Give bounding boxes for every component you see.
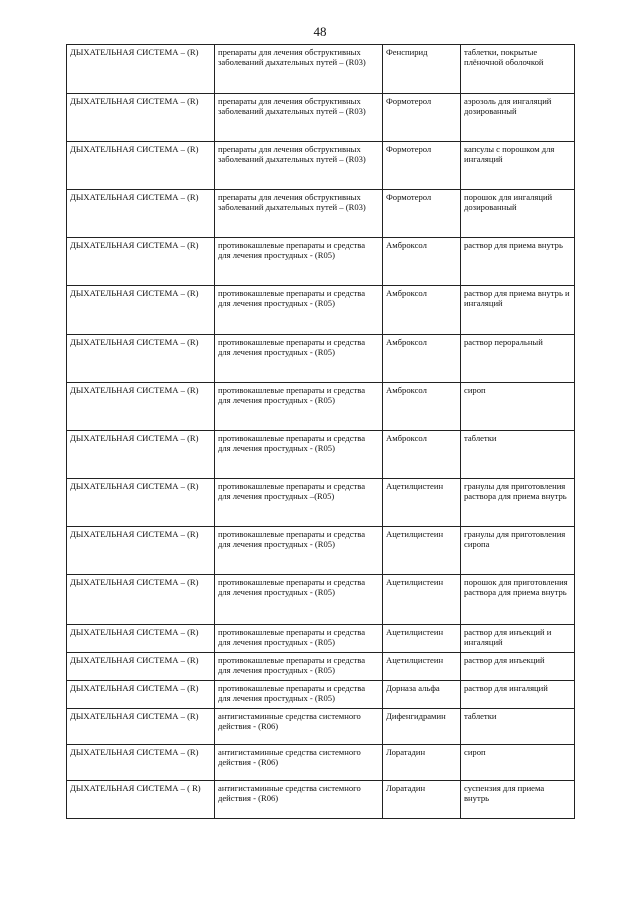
cell-atc-group: антигистаминные средства системного действия - (R06) [215,709,383,745]
cell-dosage-form: гранулы для приготовления раствора для приема внутрь [461,479,575,527]
cell-drug-name: Ацетилцистеин [383,575,461,625]
cell-dosage-form: аэрозоль для ингаляций дозированный [461,94,575,142]
cell-drug-name: Амброксол [383,383,461,431]
cell-dosage-form: раствор для приема внутрь [461,238,575,286]
cell-system: ДЫХАТЕЛЬНАЯ СИСТЕМА – (R) [67,709,215,745]
cell-drug-name: Ацетилцистеин [383,479,461,527]
cell-system: ДЫХАТЕЛЬНАЯ СИСТЕМА – (R) [67,286,215,335]
cell-system: ДЫХАТЕЛЬНАЯ СИСТЕМА – (R) [67,479,215,527]
table-row [67,190,575,238]
table-row [67,94,575,142]
cell-atc-group: антигистаминные средства системного действия - (R06) [215,745,383,781]
cell-dosage-form: раствор для приема внутрь и ингаляций [461,286,575,335]
cell-atc-group: препараты для лечения обструктивных заболеваний дыхательных путей – (R03) [215,190,383,238]
cell-drug-name: Дифенгидрамин [383,709,461,745]
cell-drug-name: Лоратадин [383,781,461,819]
cell-drug-name: Амброксол [383,286,461,335]
cell-system: ДЫХАТЕЛЬНАЯ СИСТЕМА – (R) [67,238,215,286]
cell-drug-name: Формотерол [383,94,461,142]
cell-dosage-form: раствор пероральный [461,335,575,383]
cell-system: ДЫХАТЕЛЬНАЯ СИСТЕМА – (R) [67,653,215,681]
cell-atc-group: противокашлевые препараты и средства для лечения простудных - (R05) [215,286,383,335]
table-row [67,479,575,527]
cell-atc-group: препараты для лечения обструктивных заболеваний дыхательных путей – (R03) [215,45,383,94]
table-row [67,335,575,383]
cell-drug-name: Ацетилцистеин [383,625,461,653]
table-row [67,745,575,781]
cell-system: ДЫХАТЕЛЬНАЯ СИСТЕМА – (R) [67,431,215,479]
table-row [67,681,575,709]
cell-drug-name: Лоратадин [383,745,461,781]
cell-dosage-form: таблетки [461,431,575,479]
cell-drug-name: Формотерол [383,142,461,190]
cell-atc-group: антигистаминные средства системного действия - (R06) [215,781,383,819]
table-row [67,625,575,653]
cell-dosage-form: сироп [461,383,575,431]
table-row [67,781,575,819]
cell-atc-group: противокашлевые препараты и средства для лечения простудных - (R05) [215,681,383,709]
cell-atc-group: препараты для лечения обструктивных заболеваний дыхательных путей – (R03) [215,94,383,142]
cell-system: ДЫХАТЕЛЬНАЯ СИСТЕМА – (R) [67,681,215,709]
cell-dosage-form: гранулы для приготовления сиропа [461,527,575,575]
cell-atc-group: противокашлевые препараты и средства для лечения простудных - (R05) [215,527,383,575]
table-row [67,383,575,431]
cell-dosage-form: таблетки [461,709,575,745]
cell-system: ДЫХАТЕЛЬНАЯ СИСТЕМА – (R) [67,527,215,575]
cell-drug-name: Амброксол [383,238,461,286]
cell-dosage-form: сироп [461,745,575,781]
cell-atc-group: противокашлевые препараты и средства для лечения простудных - (R05) [215,238,383,286]
cell-drug-name: Ацетилцистеин [383,653,461,681]
cell-dosage-form: раствор для инъекций и ингаляций [461,625,575,653]
cell-system: ДЫХАТЕЛЬНАЯ СИСТЕМА – (R) [67,575,215,625]
cell-atc-group: противокашлевые препараты и средства для лечения простудных - (R05) [215,383,383,431]
page-number: 48 [313,24,327,39]
table-row [67,575,575,625]
cell-atc-group: препараты для лечения обструктивных заболеваний дыхательных путей – (R03) [215,142,383,190]
cell-system: ДЫХАТЕЛЬНАЯ СИСТЕМА – (R) [67,94,215,142]
table-row [67,653,575,681]
cell-drug-name: Дорназа альфа [383,681,461,709]
cell-dosage-form: порошок для ингаляций дозированный [461,190,575,238]
cell-dosage-form: раствор для инъекций [461,653,575,681]
cell-dosage-form: таблетки, покрытые плёночной оболочкой [461,45,575,94]
cell-drug-name: Фенспирид [383,45,461,94]
table-row [67,238,575,286]
cell-atc-group: противокашлевые препараты и средства для лечения простудных - (R05) [215,653,383,681]
table-row [67,45,575,94]
cell-atc-group: противокашлевые препараты и средства для лечения простудных –(R05) [215,479,383,527]
cell-drug-name: Амброксол [383,431,461,479]
cell-dosage-form: капсулы с порошком для ингаляций [461,142,575,190]
cell-dosage-form: порошок для приготовления раствора для приема внутрь [461,575,575,625]
cell-system: ДЫХАТЕЛЬНАЯ СИСТЕМА – ( R) [67,781,215,819]
cell-drug-name: Ацетилцистеин [383,527,461,575]
cell-dosage-form: суспензия для приема внутрь [461,781,575,819]
cell-atc-group: противокашлевые препараты и средства для лечения простудных - (R05) [215,335,383,383]
cell-system: ДЫХАТЕЛЬНАЯ СИСТЕМА – (R) [67,190,215,238]
cell-drug-name: Формотерол [383,190,461,238]
table-row [67,431,575,479]
table-row [67,709,575,745]
cell-atc-group: противокашлевые препараты и средства для лечения простудных - (R05) [215,431,383,479]
cell-drug-name: Амброксол [383,335,461,383]
table-row [67,527,575,575]
cell-system: ДЫХАТЕЛЬНАЯ СИСТЕМА – (R) [67,45,215,94]
cell-system: ДЫХАТЕЛЬНАЯ СИСТЕМА – (R) [67,335,215,383]
cell-atc-group: противокашлевые препараты и средства для лечения простудных - (R05) [215,625,383,653]
cell-dosage-form: раствор для ингаляций [461,681,575,709]
table-row [67,286,575,335]
cell-system: ДЫХАТЕЛЬНАЯ СИСТЕМА – (R) [67,625,215,653]
cell-system: ДЫХАТЕЛЬНАЯ СИСТЕМА – (R) [67,142,215,190]
cell-system: ДЫХАТЕЛЬНАЯ СИСТЕМА – (R) [67,383,215,431]
drug-table [66,44,575,819]
cell-system: ДЫХАТЕЛЬНАЯ СИСТЕМА – (R) [67,745,215,781]
cell-atc-group: противокашлевые препараты и средства для лечения простудных - (R05) [215,575,383,625]
table-row [67,142,575,190]
